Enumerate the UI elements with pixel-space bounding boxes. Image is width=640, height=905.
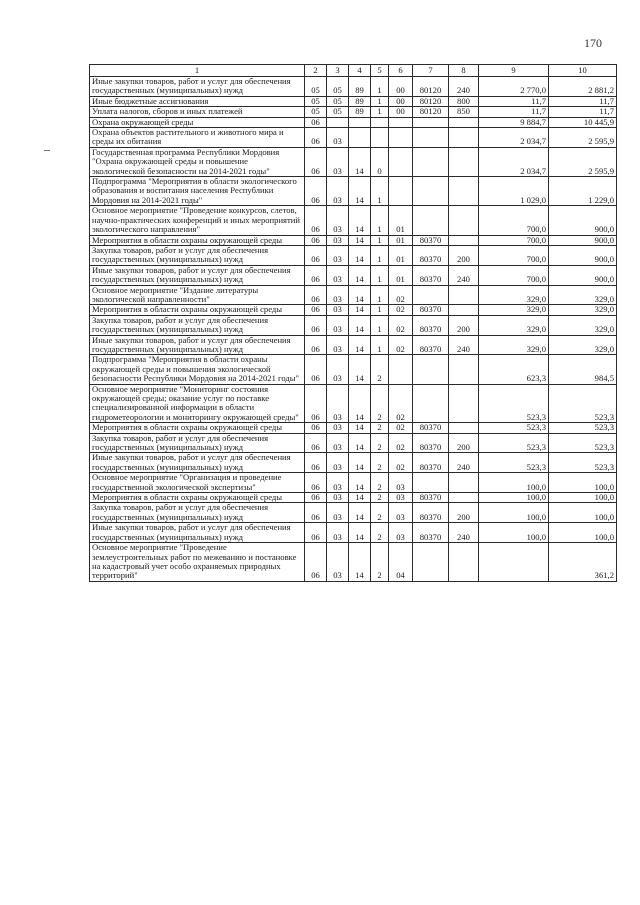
budget-table-container <box>89 64 616 582</box>
code-subprogram: 1 <box>371 177 389 206</box>
item-name: Иные закупки товаров, работ и услуг для обеспечения государственных (муниципальных) нужд <box>90 335 305 355</box>
code-section: 06 <box>305 384 327 423</box>
code-subsection: 03 <box>327 503 349 523</box>
amount-year-1: 9 884,7 <box>479 117 549 127</box>
item-name: Основное мероприятие "Издание литературы экологической направленности" <box>90 285 305 305</box>
code-section: 06 <box>305 128 327 148</box>
code-section: 06 <box>305 315 327 335</box>
code-activity <box>389 177 413 206</box>
column-header-3: 3 <box>327 65 349 77</box>
table-body <box>90 77 617 582</box>
amount-year-2: 329,0 <box>549 335 617 355</box>
amount-year-1: 523,3 <box>479 453 549 473</box>
amount-year-2: 361,2 <box>549 543 617 582</box>
code-activity: 02 <box>389 305 413 315</box>
code-expense-type: 800 <box>449 96 479 106</box>
item-name: Мероприятия в области охраны окружающей среды <box>90 423 305 433</box>
column-header-1: 1 <box>90 65 305 77</box>
code-subprogram: 1 <box>371 305 389 315</box>
code-section: 06 <box>305 543 327 582</box>
code-direction: 80120 <box>413 96 449 106</box>
code-program: 14 <box>349 473 371 493</box>
code-subsection: 03 <box>327 493 349 503</box>
code-program: 14 <box>349 265 371 285</box>
code-direction <box>413 206 449 235</box>
item-name: Иные закупки товаров, работ и услуг для обеспечения государственных (муниципальных) нужд <box>90 523 305 543</box>
code-subprogram: 1 <box>371 77 389 97</box>
code-direction: 80370 <box>413 523 449 543</box>
code-direction: 80120 <box>413 77 449 97</box>
code-subprogram: 2 <box>371 543 389 582</box>
table-row <box>90 147 617 176</box>
code-program: 14 <box>349 423 371 433</box>
code-expense-type: 240 <box>449 77 479 97</box>
column-header-7: 7 <box>413 65 449 77</box>
code-direction <box>413 384 449 423</box>
code-activity <box>389 355 413 384</box>
item-name: Иные закупки товаров, работ и услуг для обеспечения государственных (муниципальных) нужд <box>90 265 305 285</box>
amount-year-2: 329,0 <box>549 305 617 315</box>
amount-year-1: 100,0 <box>479 493 549 503</box>
item-name: Закупка товаров, работ и услуг для обеспечения государственных (муниципальных) нужд <box>90 315 305 335</box>
code-subprogram <box>371 117 389 127</box>
code-section: 06 <box>305 433 327 453</box>
code-subprogram: 1 <box>371 245 389 265</box>
amount-year-1: 100,0 <box>479 503 549 523</box>
code-section: 06 <box>305 423 327 433</box>
budget-table <box>89 64 617 582</box>
code-activity: 01 <box>389 265 413 285</box>
table-row <box>90 206 617 235</box>
table-row <box>90 355 617 384</box>
amount-year-2: 523,3 <box>549 453 617 473</box>
code-activity: 03 <box>389 473 413 493</box>
header-row <box>90 65 617 77</box>
code-subsection: 03 <box>327 453 349 473</box>
amount-year-2: 900,0 <box>549 235 617 245</box>
code-expense-type <box>449 493 479 503</box>
amount-year-1: 11,7 <box>479 107 549 117</box>
item-name: Основное мероприятие "Проведение землеустроительных работ по межеванию и постановке на кадастровый учет особо охраняемых природных территорий" <box>90 543 305 582</box>
code-subprogram: 2 <box>371 503 389 523</box>
code-subprogram: 2 <box>371 355 389 384</box>
code-direction: 80370 <box>413 335 449 355</box>
item-name: Закупка товаров, работ и услуг для обеспечения государственных (муниципальных) нужд <box>90 503 305 523</box>
table-row <box>90 315 617 335</box>
code-program <box>349 117 371 127</box>
code-program: 14 <box>349 335 371 355</box>
code-subsection: 03 <box>327 206 349 235</box>
code-activity <box>389 117 413 127</box>
code-direction: 80370 <box>413 245 449 265</box>
code-activity: 02 <box>389 285 413 305</box>
code-subprogram: 2 <box>371 493 389 503</box>
amount-year-2: 523,3 <box>549 423 617 433</box>
code-program: 14 <box>349 503 371 523</box>
code-subprogram: 2 <box>371 473 389 493</box>
table-row <box>90 128 617 148</box>
table-row <box>90 493 617 503</box>
code-program: 14 <box>349 285 371 305</box>
code-expense-type: 200 <box>449 245 479 265</box>
code-subsection: 05 <box>327 77 349 97</box>
amount-year-1: 523,3 <box>479 384 549 423</box>
code-expense-type: 200 <box>449 315 479 335</box>
amount-year-2: 900,0 <box>549 245 617 265</box>
item-name: Иные закупки товаров, работ и услуг для обеспечения государственных (муниципальных) нужд <box>90 453 305 473</box>
code-section: 06 <box>305 335 327 355</box>
code-subsection: 03 <box>327 335 349 355</box>
code-section: 06 <box>305 265 327 285</box>
code-subsection: 03 <box>327 315 349 335</box>
code-direction: 80370 <box>413 315 449 335</box>
code-direction <box>413 355 449 384</box>
code-subsection: 03 <box>327 433 349 453</box>
column-header-5: 5 <box>371 65 389 77</box>
code-expense-type: 200 <box>449 433 479 453</box>
code-direction: 80120 <box>413 107 449 117</box>
code-direction <box>413 473 449 493</box>
code-subprogram: 1 <box>371 96 389 106</box>
amount-year-1: 2 034,7 <box>479 147 549 176</box>
code-section: 06 <box>305 493 327 503</box>
amount-year-1: 329,0 <box>479 285 549 305</box>
code-activity: 01 <box>389 245 413 265</box>
code-expense-type <box>449 305 479 315</box>
code-expense-type <box>449 355 479 384</box>
code-section: 06 <box>305 453 327 473</box>
code-direction: 80370 <box>413 493 449 503</box>
code-program: 14 <box>349 206 371 235</box>
code-expense-type: 200 <box>449 503 479 523</box>
code-subprogram: 2 <box>371 433 389 453</box>
code-subsection <box>327 117 349 127</box>
code-expense-type: 240 <box>449 453 479 473</box>
code-section: 06 <box>305 305 327 315</box>
column-header-8: 8 <box>449 65 479 77</box>
code-subsection: 03 <box>327 177 349 206</box>
item-name: Мероприятия в области охраны окружающей среды <box>90 305 305 315</box>
amount-year-1: 700,0 <box>479 235 549 245</box>
code-expense-type <box>449 177 479 206</box>
table-row <box>90 245 617 265</box>
amount-year-2: 100,0 <box>549 503 617 523</box>
code-activity: 02 <box>389 423 413 433</box>
amount-year-2: 11,7 <box>549 96 617 106</box>
code-activity: 02 <box>389 315 413 335</box>
code-expense-type: 850 <box>449 107 479 117</box>
table-row <box>90 107 617 117</box>
code-subsection: 03 <box>327 355 349 384</box>
code-direction: 80370 <box>413 305 449 315</box>
code-subprogram: 1 <box>371 315 389 335</box>
code-section: 05 <box>305 77 327 97</box>
code-subsection: 03 <box>327 285 349 305</box>
code-section: 06 <box>305 235 327 245</box>
code-subprogram: 1 <box>371 265 389 285</box>
code-subprogram: 1 <box>371 285 389 305</box>
item-name: Основное мероприятие "Проведение конкурсов, слетов, научно-практических конференций и иных мероприятий экологического направления" <box>90 206 305 235</box>
code-subsection: 03 <box>327 128 349 148</box>
code-subprogram: 2 <box>371 384 389 423</box>
code-program: 14 <box>349 543 371 582</box>
code-activity: 00 <box>389 107 413 117</box>
code-activity: 00 <box>389 77 413 97</box>
amount-year-2: 2 881,2 <box>549 77 617 97</box>
code-direction: 80370 <box>413 423 449 433</box>
amount-year-1: 11,7 <box>479 96 549 106</box>
amount-year-1: 2 034,7 <box>479 128 549 148</box>
table-row <box>90 96 617 106</box>
code-program: 14 <box>349 147 371 176</box>
code-section: 06 <box>305 285 327 305</box>
item-name: Закупка товаров, работ и услуг для обеспечения государственных (муниципальных) нужд <box>90 433 305 453</box>
code-program: 14 <box>349 235 371 245</box>
amount-year-1: 329,0 <box>479 315 549 335</box>
code-expense-type <box>449 128 479 148</box>
amount-year-2: 11,7 <box>549 107 617 117</box>
code-activity <box>389 147 413 176</box>
table-row <box>90 177 617 206</box>
table-row <box>90 77 617 97</box>
code-subprogram: 1 <box>371 206 389 235</box>
amount-year-2: 100,0 <box>549 493 617 503</box>
code-expense-type <box>449 423 479 433</box>
code-subprogram: 2 <box>371 523 389 543</box>
amount-year-1: 523,3 <box>479 433 549 453</box>
code-expense-type <box>449 147 479 176</box>
code-direction <box>413 147 449 176</box>
amount-year-2: 523,3 <box>549 433 617 453</box>
code-program: 14 <box>349 177 371 206</box>
code-subsection: 03 <box>327 523 349 543</box>
code-program: 14 <box>349 384 371 423</box>
code-expense-type: 240 <box>449 265 479 285</box>
amount-year-1: 1 029,0 <box>479 177 549 206</box>
column-header-9: 9 <box>479 65 549 77</box>
code-subprogram: 2 <box>371 453 389 473</box>
table-row <box>90 235 617 245</box>
code-direction <box>413 128 449 148</box>
item-name: Подпрограмма "Мероприятия в области экологического образования и воспитания населения Республики Мордовия на 2014-2021 годы" <box>90 177 305 206</box>
amount-year-1: 329,0 <box>479 305 549 315</box>
code-expense-type <box>449 206 479 235</box>
item-name: Иные бюджетные ассигнования <box>90 96 305 106</box>
code-subsection: 03 <box>327 384 349 423</box>
code-subsection: 03 <box>327 265 349 285</box>
amount-year-2: 900,0 <box>549 265 617 285</box>
column-header-6: 6 <box>389 65 413 77</box>
code-subprogram: 1 <box>371 235 389 245</box>
item-name: Охрана окружающей среды <box>90 117 305 127</box>
code-subsection: 05 <box>327 107 349 117</box>
item-name: Мероприятия в области охраны окружающей среды <box>90 493 305 503</box>
table-row <box>90 384 617 423</box>
amount-year-1: 100,0 <box>479 473 549 493</box>
table-row <box>90 523 617 543</box>
code-section: 05 <box>305 96 327 106</box>
code-subsection: 03 <box>327 423 349 433</box>
code-subsection: 03 <box>327 473 349 493</box>
amount-year-2: 2 595,9 <box>549 128 617 148</box>
code-activity <box>389 128 413 148</box>
code-expense-type <box>449 117 479 127</box>
amount-year-1: 700,0 <box>479 245 549 265</box>
code-program <box>349 128 371 148</box>
column-header-2: 2 <box>305 65 327 77</box>
code-section: 06 <box>305 473 327 493</box>
item-name: Основное мероприятие "Мониторинг состояния окружающей среды; оказание услуг по поставке специализированной информации в области гидрометеорологии и мониторингу окружающей среды" <box>90 384 305 423</box>
item-name: Охрана объектов растительного и животного мира и среды их обитания <box>90 128 305 148</box>
table-row <box>90 285 617 305</box>
code-program: 14 <box>349 493 371 503</box>
table-row <box>90 335 617 355</box>
item-name: Мероприятия в области охраны окружающей среды <box>90 235 305 245</box>
amount-year-1: 700,0 <box>479 265 549 285</box>
column-header-10: 10 <box>549 65 617 77</box>
code-expense-type <box>449 384 479 423</box>
code-direction <box>413 285 449 305</box>
code-program: 14 <box>349 245 371 265</box>
code-direction <box>413 543 449 582</box>
code-direction: 80370 <box>413 453 449 473</box>
code-section: 06 <box>305 147 327 176</box>
item-name: Закупка товаров, работ и услуг для обеспечения государственных (муниципальных) нужд <box>90 245 305 265</box>
code-direction <box>413 117 449 127</box>
code-program: 14 <box>349 523 371 543</box>
item-name: Государственная программа Республики Мордовия "Охрана окружающей среды и повышение экологической безопасности на 2014-2021 годы" <box>90 147 305 176</box>
code-subsection: 03 <box>327 543 349 582</box>
amount-year-2: 2 595,9 <box>549 147 617 176</box>
table-row <box>90 543 617 582</box>
code-activity: 02 <box>389 433 413 453</box>
margin-mark <box>44 150 50 151</box>
code-section: 06 <box>305 523 327 543</box>
code-section: 06 <box>305 177 327 206</box>
code-program: 14 <box>349 453 371 473</box>
code-expense-type <box>449 285 479 305</box>
amount-year-2: 1 229,0 <box>549 177 617 206</box>
amount-year-2: 900,0 <box>549 206 617 235</box>
column-header-4: 4 <box>349 65 371 77</box>
table-row <box>90 473 617 493</box>
amount-year-2: 100,0 <box>549 473 617 493</box>
amount-year-2: 984,5 <box>549 355 617 384</box>
code-program: 14 <box>349 315 371 335</box>
code-section: 06 <box>305 206 327 235</box>
code-activity: 03 <box>389 523 413 543</box>
code-activity: 03 <box>389 503 413 523</box>
code-direction: 80370 <box>413 433 449 453</box>
table-row <box>90 453 617 473</box>
code-activity: 02 <box>389 335 413 355</box>
amount-year-1: 329,0 <box>479 335 549 355</box>
code-activity: 01 <box>389 235 413 245</box>
code-activity: 01 <box>389 206 413 235</box>
code-program: 14 <box>349 305 371 315</box>
amount-year-1: 100,0 <box>479 523 549 543</box>
item-name: Основное мероприятие "Организация и проведение государственной экологической экспертизы" <box>90 473 305 493</box>
code-activity: 02 <box>389 384 413 423</box>
code-subprogram: 1 <box>371 335 389 355</box>
amount-year-2: 10 445,9 <box>549 117 617 127</box>
item-name: Иные закупки товаров, работ и услуг для обеспечения государственных (муниципальных) нужд <box>90 77 305 97</box>
code-section: 06 <box>305 117 327 127</box>
code-activity: 02 <box>389 453 413 473</box>
code-section: 06 <box>305 503 327 523</box>
item-name: Уплата налогов, сборов и иных платежей <box>90 107 305 117</box>
code-section: 05 <box>305 107 327 117</box>
code-program: 89 <box>349 77 371 97</box>
code-activity: 00 <box>389 96 413 106</box>
amount-year-1: 523,3 <box>479 423 549 433</box>
code-subprogram: 2 <box>371 423 389 433</box>
code-program: 89 <box>349 107 371 117</box>
code-direction: 80370 <box>413 265 449 285</box>
code-subsection: 05 <box>327 96 349 106</box>
table-row <box>90 423 617 433</box>
code-direction: 80370 <box>413 235 449 245</box>
code-expense-type <box>449 543 479 582</box>
code-direction: 80370 <box>413 503 449 523</box>
table-row <box>90 305 617 315</box>
amount-year-2: 329,0 <box>549 315 617 335</box>
table-row <box>90 265 617 285</box>
amount-year-2: 523,3 <box>549 384 617 423</box>
code-activity: 04 <box>389 543 413 582</box>
amount-year-1 <box>479 543 549 582</box>
code-subprogram <box>371 128 389 148</box>
code-expense-type: 240 <box>449 523 479 543</box>
code-subsection: 03 <box>327 245 349 265</box>
code-subsection: 03 <box>327 235 349 245</box>
code-subsection: 03 <box>327 305 349 315</box>
code-program: 89 <box>349 96 371 106</box>
code-program: 14 <box>349 433 371 453</box>
code-direction <box>413 177 449 206</box>
page-number: 170 <box>584 36 602 50</box>
table-row <box>90 117 617 127</box>
item-name: Подпрограмма "Мероприятия в области охраны окружающей среды и повышения экологической безопасности Республики Мордовия на 2014-2021 годы" <box>90 355 305 384</box>
amount-year-2: 100,0 <box>549 523 617 543</box>
table-row <box>90 503 617 523</box>
code-expense-type <box>449 473 479 493</box>
table-row <box>90 433 617 453</box>
code-expense-type: 240 <box>449 335 479 355</box>
amount-year-1: 700,0 <box>479 206 549 235</box>
code-activity: 03 <box>389 493 413 503</box>
code-program: 14 <box>349 355 371 384</box>
code-subprogram: 1 <box>371 107 389 117</box>
amount-year-1: 623,3 <box>479 355 549 384</box>
code-expense-type <box>449 235 479 245</box>
amount-year-1: 2 770,0 <box>479 77 549 97</box>
code-subsection: 03 <box>327 147 349 176</box>
amount-year-2: 329,0 <box>549 285 617 305</box>
code-subprogram: 0 <box>371 147 389 176</box>
code-section: 06 <box>305 355 327 384</box>
code-section: 06 <box>305 245 327 265</box>
